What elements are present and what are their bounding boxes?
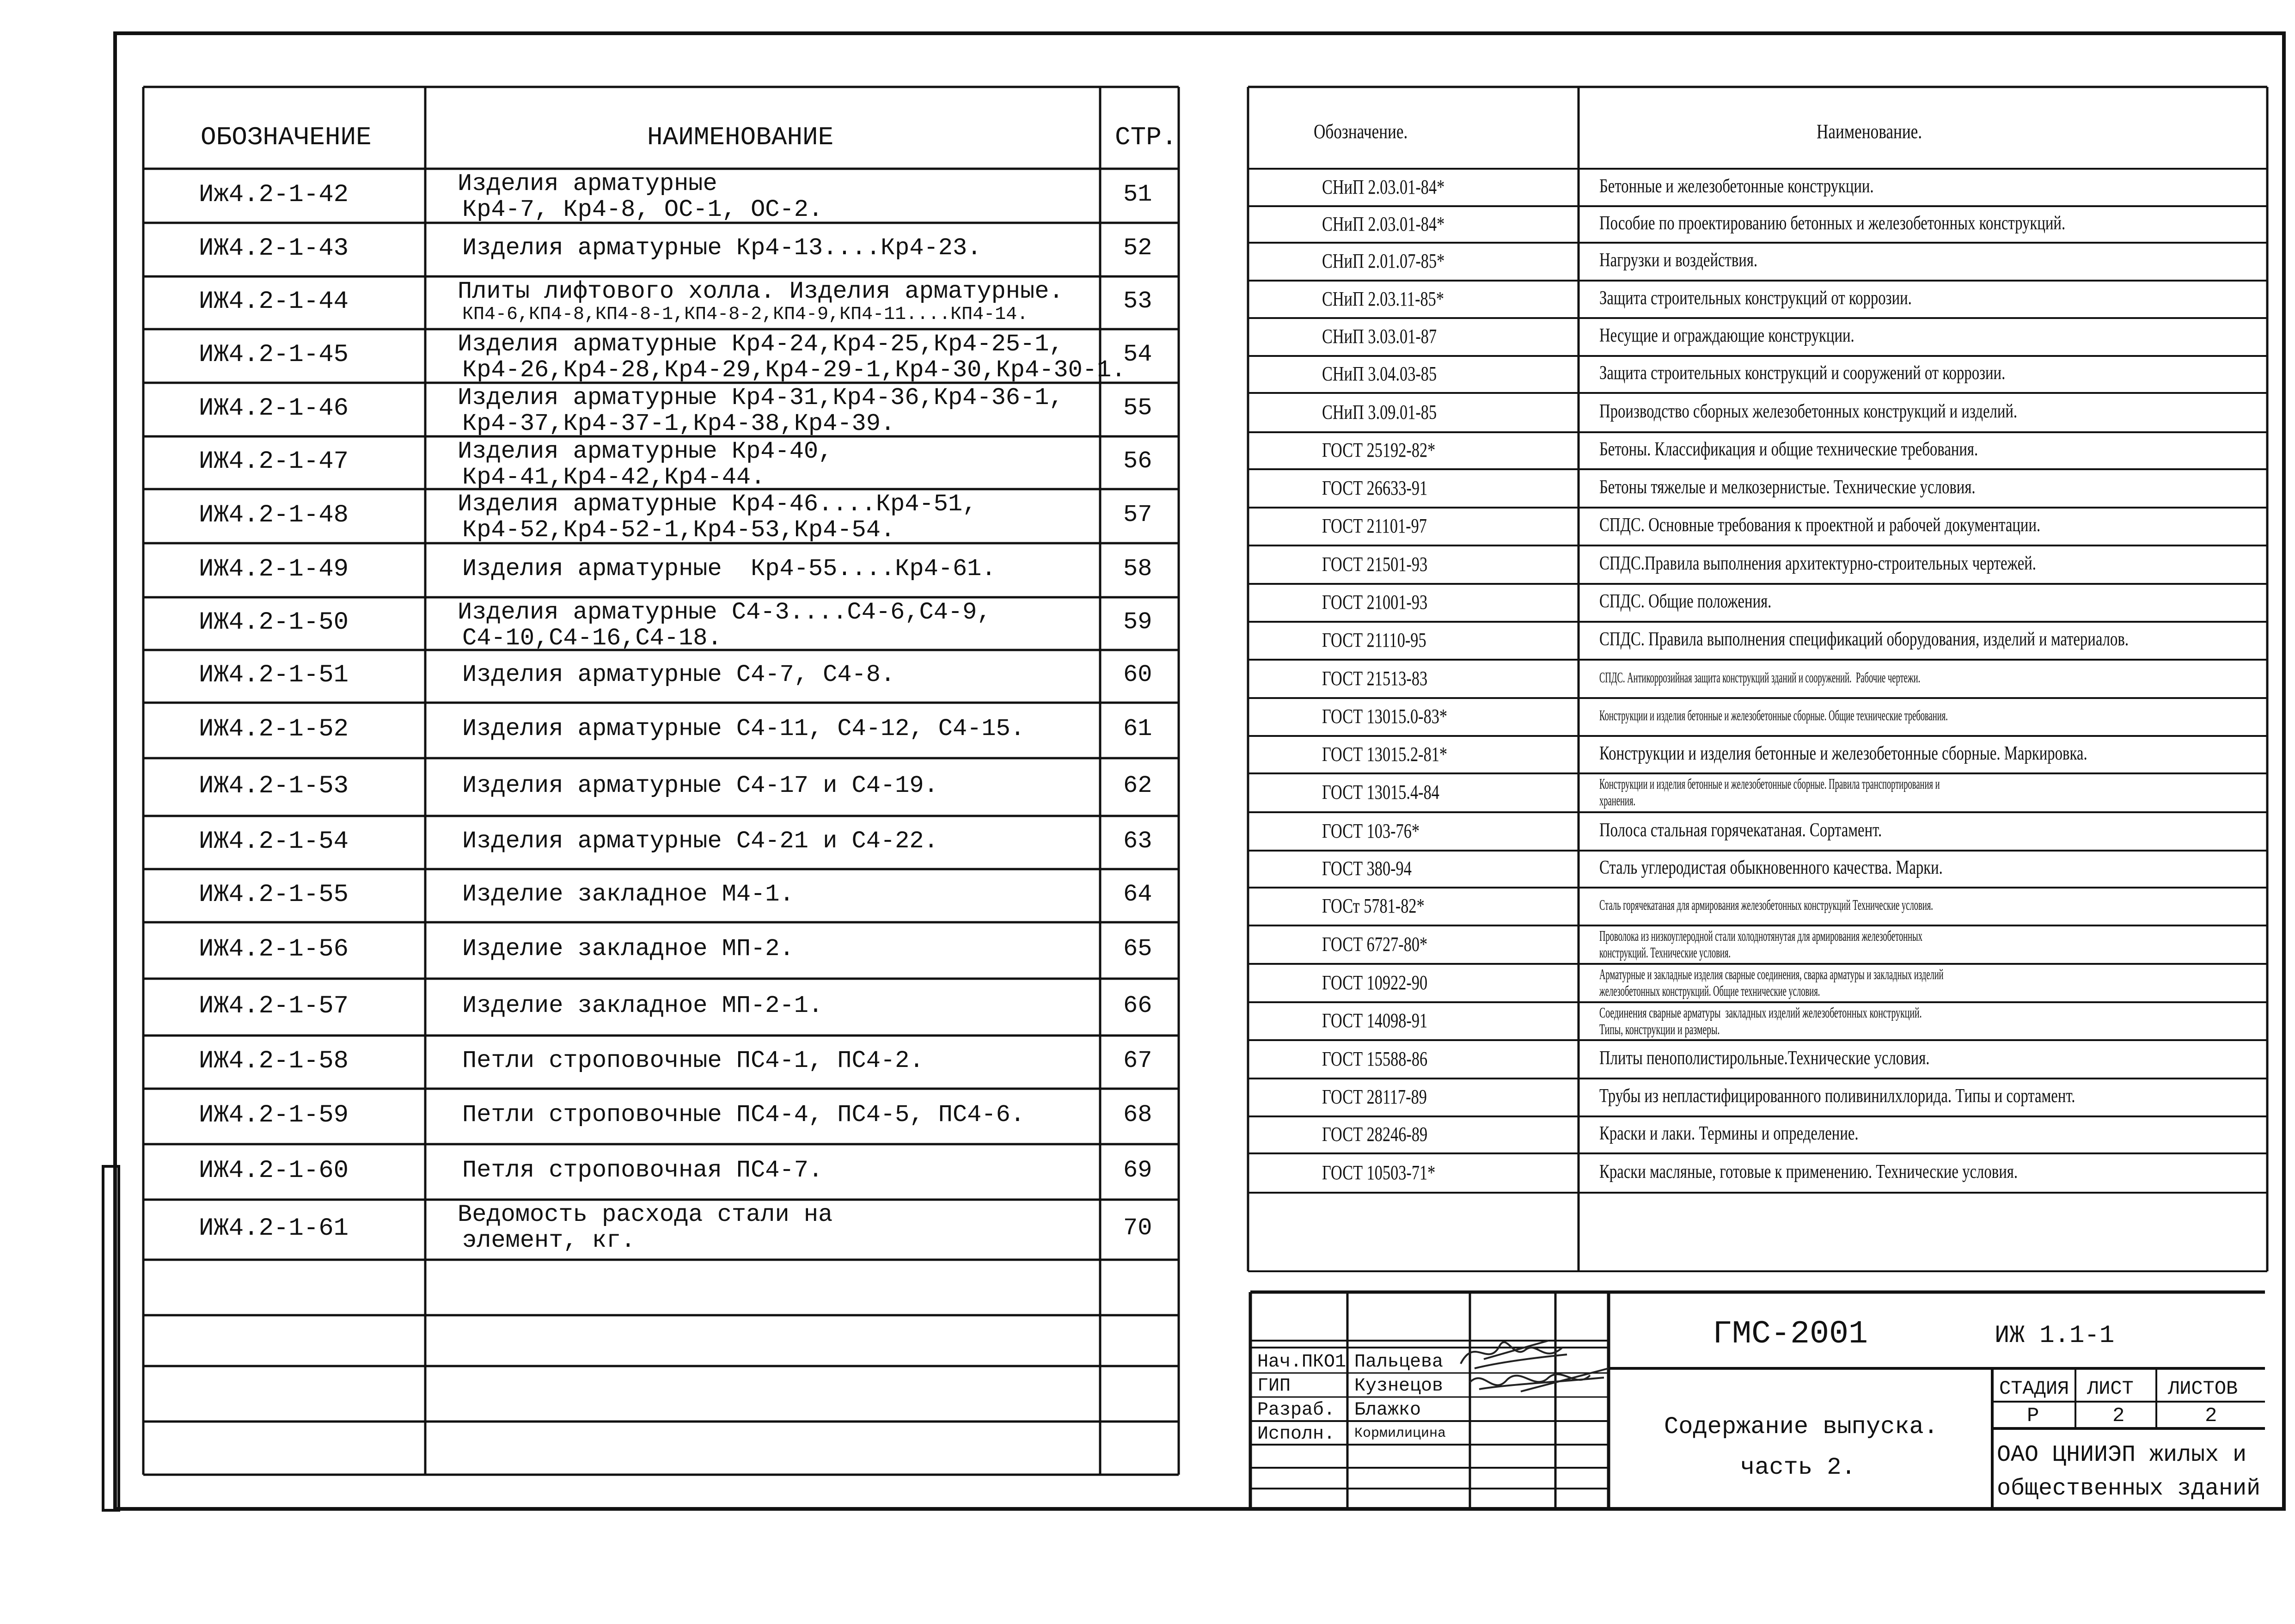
role-developer: Разраб.	[1257, 1400, 1335, 1421]
stage-header: СТАДИЯ	[1999, 1378, 2069, 1400]
left-row-code: ИЖ4.2-1-50	[199, 608, 349, 637]
left-row-name-line: Изделия арматурные Кр4-46....Кр4-51,	[458, 490, 977, 518]
left-row-page: 64	[1123, 880, 1152, 908]
left-row-page: 65	[1123, 935, 1152, 962]
left-row-name-line: Изделия арматурные С4-3....С4-6,С4-9,	[458, 599, 991, 626]
role-executor: Исполн.	[1257, 1424, 1335, 1445]
left-row-code: ИЖ4.2-1-47	[199, 447, 349, 476]
right-row-code: ГОСТ 21513-83	[1322, 667, 1428, 690]
left-row-page: 68	[1123, 1101, 1152, 1128]
right-row-code: ГОСТ 21501-93	[1322, 552, 1428, 576]
left-row-code: ИЖ4.2-1-45	[199, 341, 349, 369]
left-row-code: ИЖ4.2-1-54	[199, 827, 349, 856]
left-row-code: ИЖ4.2-1-56	[199, 935, 349, 963]
left-header-code: ОБОЗНАЧЕНИЕ	[201, 123, 372, 152]
left-row-name-line: Изделия арматурные С4-17 и С4-19.	[462, 772, 938, 799]
left-row-code: ИЖ4.2-1-49	[199, 555, 349, 583]
role-head: Нач.ПКО1	[1257, 1352, 1346, 1373]
left-row-code: ИЖ4.2-1-51	[199, 661, 349, 689]
left-row-name-line: Изделия арматурные Кр4-31,Кр4-36,Кр4-36-1,	[458, 384, 1064, 411]
right-row-code: ГОСТ 21110-95	[1322, 629, 1426, 651]
left-row-page: 67	[1123, 1047, 1152, 1074]
left-row-page: 59	[1123, 608, 1152, 636]
left-row-code: ИЖ4.2-1-60	[199, 1157, 349, 1185]
sheets-header: ЛИСТОВ	[2168, 1378, 2238, 1400]
right-row-code: ГОСТ 14098-91	[1322, 1009, 1428, 1032]
sheet-header: ЛИСТ	[2087, 1378, 2134, 1400]
right-row-name-line: Сталь горячекатаная для армирования железобетонных конструкций Технические условия.	[1599, 896, 1933, 913]
right-row-name-line: Сталь углеродистая обыкновенного качества. Марки.	[1599, 857, 1943, 878]
right-row-code: ГОСТ 21101-97	[1322, 515, 1427, 537]
right-row-name-line: Соединения сварные арматуры закладных изделий железобетонных конструкций.	[1599, 1004, 1922, 1021]
right-row-name-line: Арматурные и закладные изделия сварные соединения, сварка арматуры и закладных изделий	[1599, 966, 1944, 982]
left-row-code: ИЖ4.2-1-57	[199, 992, 349, 1020]
right-row-name-line: Производство сборных железобетонных конструкций и изделий.	[1599, 400, 2018, 422]
right-row-code: ГОСТ 21001-93	[1322, 591, 1428, 613]
right-row-name-line: Полоса стальная горячекатаная. Сортамент.	[1599, 819, 1882, 841]
left-row-page: 62	[1123, 772, 1152, 799]
right-row-code: СНиП 2.01.07-85*	[1322, 250, 1445, 272]
left-row-name-line: Изделие закладное МП-2.	[462, 935, 794, 962]
name-head: Пальцева	[1354, 1352, 1444, 1373]
organization-line-1: ОАО ЦНИИЭП жилых и	[1997, 1442, 2247, 1468]
left-header-page: СТР.	[1115, 123, 1177, 152]
document-code: ИЖ 1.1-1	[1995, 1322, 2115, 1350]
left-row-name-line: КП4-6,КП4-8,КП4-8-1,КП4-8-2,КП4-9,КП4-11....КП4-14.	[462, 304, 1028, 325]
name-developer: Блажко	[1354, 1400, 1421, 1421]
left-row-code: ИЖ4.2-1-55	[199, 880, 349, 909]
right-row-name-line: Защита строительных конструкций и сооружений от коррозии.	[1599, 362, 2006, 384]
right-header-name: Наименование.	[1817, 120, 1922, 143]
right-row-code: ГОСТ 26633-91	[1322, 476, 1428, 499]
right-row-name-line: СПДС. Основные требования к проектной и рабочей документации.	[1599, 515, 2041, 536]
right-row-code: СНиП 2.03.01-84*	[1322, 212, 1445, 235]
left-row-page: 69	[1123, 1157, 1152, 1184]
signature-mark-chief-engineer	[1465, 1364, 1613, 1405]
right-row-code: СНиП 2.03.01-84*	[1322, 175, 1445, 198]
project-code: ГМС-2001	[1713, 1316, 1868, 1353]
left-row-name-line: Изделия арматурные С4-21 и С4-22.	[462, 827, 938, 855]
right-row-name-line: Конструкции и изделия бетонные и железобетонные сборные. Маркировка.	[1599, 742, 2087, 764]
left-row-page: 56	[1123, 447, 1152, 475]
right-row-name-line: Защита строительных конструкций от коррозии.	[1599, 287, 1912, 309]
right-row-name-line: Конструкции и изделия бетонные и железобетонные сборные. Правила транспортирования и	[1599, 775, 1940, 792]
left-row-name-line: Петля строповочная ПС4-7.	[462, 1157, 823, 1184]
left-row-page: 51	[1123, 180, 1152, 208]
left-row-code: ИЖ4.2-1-43	[199, 234, 349, 263]
left-row-page: 54	[1123, 341, 1152, 368]
document-title-line-2: часть 2.	[1740, 1454, 1856, 1481]
left-row-name-line: Ведомость расхода стали на	[458, 1201, 833, 1228]
right-row-code: ГОСТ 28117-89	[1322, 1085, 1427, 1108]
left-row-page: 52	[1123, 234, 1152, 262]
left-row-name-line: Изделие закладное М4-1.	[462, 880, 794, 908]
left-row-page: 63	[1123, 827, 1152, 855]
left-row-page: 66	[1123, 992, 1152, 1019]
document-title-line-1: Содержание выпуска.	[1664, 1413, 1938, 1440]
sheets-value: 2	[2205, 1404, 2217, 1428]
left-row-name-line: С4-10,С4-16,С4-18.	[462, 625, 722, 652]
left-row-name-line: Изделие закладное МП-2-1.	[462, 992, 823, 1019]
left-row-code: Иж4.2-1-42	[199, 180, 349, 209]
right-row-code: ГОСТ 103-76*	[1322, 819, 1420, 842]
left-row-name-line: Плиты лифтового холла. Изделия арматурные.	[458, 278, 1064, 305]
left-row-page: 55	[1123, 394, 1152, 422]
right-row-code: ГОСТ 13015.4-84	[1322, 781, 1439, 803]
right-row-name-line: Бетоны. Классификация и общие технические требования.	[1599, 439, 1978, 460]
left-row-page: 53	[1123, 288, 1152, 315]
left-row-name-line: Кр4-41,Кр4-42,Кр4-44.	[462, 464, 765, 491]
right-row-name-line: Конструкции и изделия бетонные и железобетонные сборные. Общие технические требования.	[1599, 707, 1948, 723]
right-row-name-line: Краски и лаки. Термины и определение.	[1599, 1123, 1859, 1144]
left-row-code: ИЖ4.2-1-52	[199, 715, 349, 743]
left-row-page: 60	[1123, 661, 1152, 688]
left-row-name-line: Изделия арматурные С4-7, С4-8.	[462, 661, 895, 688]
left-row-name-line: Кр4-52,Кр4-52-1,Кр4-53,Кр4-54.	[462, 516, 895, 544]
right-row-name-line: железобетонных конструкций. Общие технические условия.	[1599, 982, 1820, 999]
stage-value: Р	[2027, 1404, 2039, 1428]
left-header-name: НАИМЕНОВАНИЕ	[647, 123, 834, 152]
left-row-code: ИЖ4.2-1-44	[199, 288, 349, 316]
right-header-code: Обозначение.	[1314, 120, 1408, 143]
right-row-code: ГОСТ 15588-86	[1322, 1047, 1428, 1070]
role-chief-engineer: ГИП	[1257, 1376, 1291, 1397]
left-row-name-line: Петли строповочные ПС4-4, ПС4-5, ПС4-6.	[462, 1101, 1025, 1128]
left-row-name-line: Петли строповочные ПС4-1, ПС4-2.	[462, 1047, 924, 1074]
left-row-name-line: Кр4-7, Кр4-8, ОС-1, ОС-2.	[462, 196, 823, 223]
right-row-code: ГОСТ 28246-89	[1322, 1123, 1428, 1146]
right-row-code: ГОСТ 25192-82*	[1322, 439, 1436, 461]
right-row-code: ГОСт 5781-82*	[1322, 895, 1425, 917]
left-row-page: 61	[1123, 715, 1152, 742]
right-row-name-line: Краски масляные, готовые к применению. Технические условия.	[1599, 1161, 2018, 1183]
right-row-name-line: Типы, конструкции и размеры.	[1599, 1021, 1720, 1037]
organization-line-2: общественных зданий	[1997, 1476, 2261, 1502]
left-row-name-line: Кр4-37,Кр4-37-1,Кр4-38,Кр4-39.	[462, 410, 895, 437]
right-row-name-line: Трубы из непластифицированного поливинилхлорида. Типы и сортамент.	[1599, 1085, 2075, 1107]
right-row-name-line: СПДС.Правила выполнения архитектурно-строительных чертежей.	[1599, 552, 2036, 574]
name-chief-engineer: Кузнецов	[1354, 1376, 1444, 1397]
right-row-name-line: Бетоны тяжелые и мелкозернистые. Технические условия.	[1599, 476, 1976, 498]
left-row-code: ИЖ4.2-1-53	[199, 772, 349, 800]
right-row-code: ГОСТ 13015.2-81*	[1322, 742, 1448, 766]
left-row-code: ИЖ4.2-1-59	[199, 1101, 349, 1129]
left-row-page: 70	[1123, 1214, 1152, 1242]
left-row-page: 57	[1123, 501, 1152, 528]
left-row-name-line: элемент, кг.	[462, 1227, 636, 1254]
left-row-code: ИЖ4.2-1-61	[199, 1214, 349, 1243]
right-row-code: ГОСТ 380-94	[1322, 857, 1412, 880]
left-row-name-line: Кр4-26,Кр4-28,Кр4-29,Кр4-29-1,Кр4-30,Кр4-30-1.	[462, 356, 1126, 384]
right-row-code: СНиП 3.04.03-85	[1322, 362, 1437, 385]
right-row-name-line: СПДС. Правила выполнения спецификаций оборудования, изделий и материалов.	[1599, 629, 2129, 650]
left-row-name-line: Изделия арматурные Кр4-13....Кр4-23.	[462, 234, 982, 262]
left-row-code: ИЖ4.2-1-46	[199, 394, 349, 423]
right-row-code: ГОСТ 10503-71*	[1322, 1161, 1436, 1184]
right-row-name-line: Пособие по проектированию бетонных и железобетонных конструкций.	[1599, 212, 2066, 234]
left-row-name-line: Изделия арматурные С4-11, С4-12, С4-15.	[462, 715, 1025, 742]
left-row-name-line: Изделия арматурные Кр4-40,	[458, 438, 833, 465]
name-executor: Кормилицина	[1354, 1426, 1446, 1441]
sheet-value: 2	[2112, 1404, 2125, 1428]
right-row-name-line: Нагрузки и воздействия.	[1599, 250, 1758, 271]
right-row-name-line: Бетонные и железобетонные конструкции.	[1599, 175, 1874, 197]
right-row-code: СНиП 3.09.01-85	[1322, 400, 1437, 423]
left-row-name-line: Изделия арматурные	[458, 170, 717, 197]
right-row-code: ГОСТ 13015.0-83*	[1322, 705, 1448, 728]
right-row-name-line: СПДС. Общие положения.	[1599, 591, 1772, 612]
right-row-name-line: хранения.	[1599, 792, 1636, 809]
left-row-name-line: Изделия арматурные Кр4-24,Кр4-25,Кр4-25-1,	[458, 331, 1064, 358]
left-row-name-line: Изделия арматурные Кр4-55....Кр4-61.	[462, 555, 996, 582]
right-row-name-line: конструкций. Технические условия.	[1599, 944, 1731, 961]
right-row-name-line: СПДС. Антикоррозийная защита конструкций зданий и сооружений. Рабочие чертежи.	[1599, 668, 1921, 686]
right-row-code: ГОСТ 6727-80*	[1322, 932, 1428, 956]
right-row-name-line: Плиты пенополистирольные.Технические условия.	[1599, 1047, 1930, 1069]
left-row-page: 58	[1123, 555, 1152, 582]
right-row-name-line: Проволока из низкоуглеродной стали холоднотянутая для армирования железобетонных	[1599, 927, 1922, 944]
left-row-code: ИЖ4.2-1-48	[199, 501, 349, 529]
right-row-code: ГОСТ 10922-90	[1322, 971, 1428, 994]
right-row-code: СНиП 3.03.01-87	[1322, 325, 1437, 348]
left-row-code: ИЖ4.2-1-58	[199, 1047, 349, 1075]
right-row-name-line: Несущие и ограждающие конструкции.	[1599, 325, 1854, 346]
right-row-code: СНиП 2.03.11-85*	[1322, 287, 1444, 310]
